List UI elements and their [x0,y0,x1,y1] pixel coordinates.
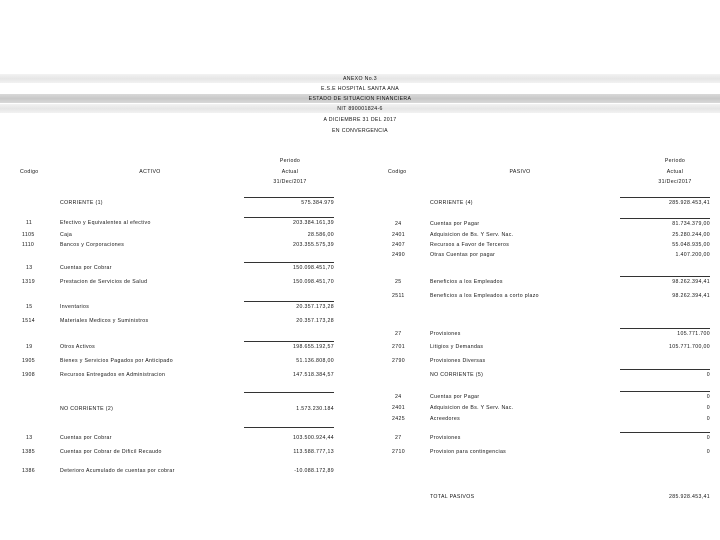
row-label: Adquisicion de Bs. Y Serv. Nac. [430,405,514,411]
row-code: 2401 [392,232,405,238]
row-value: 0 [706,449,710,455]
row-label: Bienes y Servicios Pagados por Anticipado [60,358,173,364]
row-code: 1514 [22,318,35,324]
row-label: Prestacion de Servicios de Salud [60,279,148,285]
row-label: Caja [60,232,73,238]
row-label: CORRIENTE (4) [430,200,473,206]
pasivo-period-label: Periodo [664,158,686,164]
row-label: NO CORRIENTE (2) [60,406,114,412]
row-value: 147.518.384,57 [293,372,334,378]
underline [244,301,334,302]
row-value: 1.407.200,00 [675,252,710,258]
activo-period-actual: Actual [281,169,299,175]
row-value: 0 [706,435,710,441]
row-code: 11 [26,220,33,226]
header-annex: ANEXO No.3 [342,76,378,82]
row-label: CORRIENTE (1) [60,200,103,206]
row-label: Otras Cuentas por pagar [430,252,496,258]
row-code: 1385 [22,449,35,455]
row-label: TOTAL PASIVOS [430,494,475,500]
row-label: NO CORRIENTE (5) [430,372,484,378]
row-label: Provisiones Diversas [430,358,486,364]
underline [620,197,710,198]
row-code: 2407 [392,242,405,248]
header-statement: ESTADO DE SITUACION FINANCIERA [308,96,412,102]
underline [620,369,710,370]
row-label: Cuentas por Pagar [430,221,480,227]
underline [244,427,334,428]
row-label: Adquisicion de Bs. Y Serv. Nac. [430,232,514,238]
row-value: 150.098.451,70 [293,265,334,271]
row-label: Beneficios a los Empleados a corto plazo [430,293,539,299]
row-value: 575.384.979 [301,200,334,206]
row-value: 55.048.935,00 [672,242,710,248]
row-label: Cuentas por Cobrar de Dificil Recaudo [60,449,162,455]
activo-code-header: Codigo [20,169,39,175]
row-code: 13 [26,435,33,441]
header-date: A DICIEMBRE 31 DEL 2017 [323,117,397,123]
header-nit: NIT 890001824-6 [337,106,383,112]
row-code: 1110 [22,242,35,248]
row-code: 25 [395,279,402,285]
row-value: 0 [706,405,710,411]
row-code: 15 [26,304,33,310]
row-value: 285.928.453,41 [669,200,710,206]
row-value: 81.734.379,00 [672,221,710,227]
row-code: 24 [395,221,402,227]
row-value: 285.928.453,41 [669,494,710,500]
row-code: 2790 [392,358,405,364]
underline [620,432,710,433]
row-label: Otros Activos [60,344,96,350]
underline [620,218,710,219]
row-label: Bancos y Corporaciones [60,242,125,248]
row-value: 105.771.700 [677,331,710,337]
row-value: 203.355.575,39 [293,242,334,248]
row-code: 27 [395,331,402,337]
row-label: Provisiones [430,331,461,337]
underline [244,197,334,198]
pasivo-header: PASIVO [509,169,531,175]
underline [244,341,334,342]
row-value: 0 [706,394,710,400]
row-value: 0 [706,372,710,378]
row-label: Acreedores [430,416,461,422]
row-value: 25.280.244,00 [672,232,710,238]
row-label: Provisiones [430,435,461,441]
row-code: 1319 [22,279,35,285]
row-value: 51.136.808,00 [296,358,334,364]
row-code: 27 [395,435,402,441]
row-value: 203.384.161,39 [293,220,334,226]
activo-header: ACTIVO [139,169,161,175]
row-label: Cuentas por Pagar [430,394,480,400]
row-value: 20.357.173,28 [296,318,334,324]
row-code: 2710 [392,449,405,455]
row-value: 198.655.192,57 [293,344,334,350]
header-convergence: EN CONVERGENCIA [332,128,388,134]
row-code: 2401 [392,405,405,411]
activo-period-date: 31/Dec/2017 [273,179,307,185]
row-value: 20.357.173,28 [296,304,334,310]
row-value: 103.500.924,44 [293,435,334,441]
activo-period-label: Periodo [279,158,301,164]
row-value: 150.098.451,70 [293,279,334,285]
row-code: 1386 [22,468,35,474]
underline [620,391,710,392]
row-value: 113.588.777,13 [293,449,334,455]
row-label: Cuentas por Cobrar [60,265,112,271]
row-label: Deterioro Acumulado de cuentas por cobrar [60,468,175,474]
row-value: 1.573.230.184 [296,406,334,412]
row-code: 2701 [392,344,405,350]
pasivo-period-date: 31/Dec/2017 [658,179,692,185]
row-value: 0 [706,416,710,422]
row-code: 2490 [392,252,405,258]
row-code: 1905 [22,358,35,364]
row-label: Efectivo y Equivalentes al efectivo [60,220,151,226]
row-label: Materiales Medicos y Suministros [60,318,149,324]
row-value: 105.771.700,00 [669,344,710,350]
row-label: Cuentas por Cobrar [60,435,112,441]
row-label: Recursos a Favor de Terceros [430,242,510,248]
underline [620,328,710,329]
row-label: Provision para contingencias [430,449,507,455]
underline [244,262,334,263]
pasivo-period-actual: Actual [666,169,684,175]
row-code: 2511 [392,293,405,299]
pasivo-code-header: Codigo [388,169,407,175]
underline [620,276,710,277]
row-value: -10.088.172,89 [294,468,334,474]
row-code: 2425 [392,416,405,422]
row-code: 1105 [22,232,35,238]
underline [244,217,334,218]
row-code: 19 [26,344,33,350]
row-code: 1908 [22,372,35,378]
row-code: 13 [26,265,33,271]
row-code: 24 [395,394,402,400]
row-label: Recursos Entregados en Administracion [60,372,166,378]
underline [244,392,334,393]
row-label: Litigios y Demandas [430,344,484,350]
row-value: 98.262.394,41 [672,293,710,299]
header-entity: E.S.E HOSPITAL SANTA ANA [320,86,400,92]
row-label: Beneficios a los Empleados [430,279,503,285]
row-label: Inventarios [60,304,90,310]
row-value: 28.586,00 [307,232,334,238]
row-value: 98.262.394,41 [672,279,710,285]
